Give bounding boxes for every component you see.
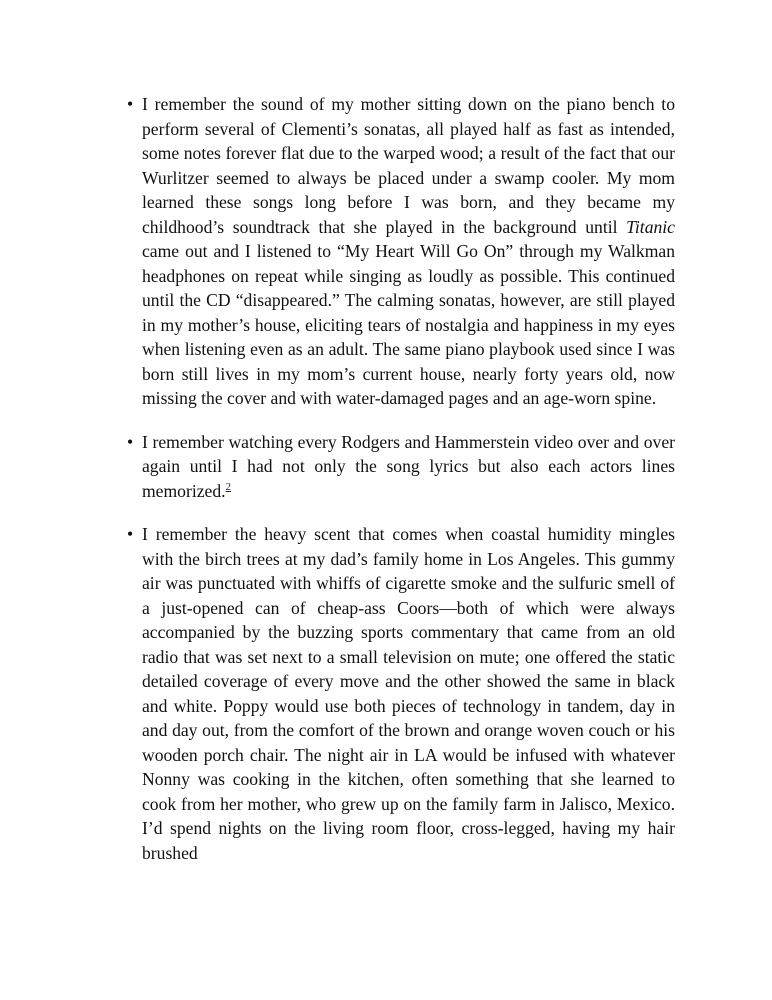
bullet-glyph: •: [127, 524, 134, 544]
memory-item-los-angeles: [127, 522, 675, 865]
memory-text-part-1: I remember the sound of my mother sitting down on the piano bench to perform several of Clementi’s sonatas, all played half as fast as intended, some notes forever flat due to the warped wood; a result of the fact that our Wurlitzer seemed to always be placed under a swamp cooler. My mom learned these songs long before I was born, and they became my childhood’s soundtrack that she played in the background until: [142, 94, 675, 237]
memory-text: I remember watching every Rodgers and Hammerstein video over and over again until I had not only the song lyrics but also each actors lines memorized.: [142, 431, 675, 501]
memory-text-part-2: came out and I listened to “My Heart Will Go On” through my Walkman headphones on repeat while singing as loudly as possible. This continued until the CD “disappeared.” The calming sonatas, however, are still played in my mother’s house, eliciting tears of nostalgia and happiness in my eyes when listening even as an adult. The same piano playbook used since I was born still lives in my mom’s current house, nearly forty years old, now missing the cover and with water-damaged pages and an age-worn spine.: [142, 241, 675, 408]
memoir-bullet-list: [127, 92, 675, 884]
footnote-link[interactable]: 2: [225, 480, 232, 493]
bullet-glyph: •: [127, 431, 134, 452]
memory-item-rodgers-hammerstein: [127, 430, 675, 504]
bullet-glyph: •: [127, 94, 134, 114]
film-title-italic: Titanic: [626, 216, 675, 237]
memory-text: I remember the heavy scent that comes when coastal humidity mingles with the birch trees at my dad’s family home in Los Angeles. This gummy air was punctuated with whiffs of cigarette smoke and the sulfuric smell of a just-opened can of cheap-ass Coors—both of which were always accompanied by the buzzing sports commentary that came from an old radio that was set next to a small television on mute; one offered the static detailed coverage of every move and the other showed the same in black and white. Poppy would use both pieces of technology in tandem, day in and day out, from the comfort of the brown and orange woven couch or his wooden porch chair. The night air in LA would be infused with whatever Nonny was cooking in the kitchen, often something that she learned to cook from her mother, who grew up on the family farm in Jalisco, Mexico. I’d spend nights on the living room floor, cross-legged, having my hair brushed: [142, 524, 675, 863]
memory-item-piano: [127, 92, 675, 411]
